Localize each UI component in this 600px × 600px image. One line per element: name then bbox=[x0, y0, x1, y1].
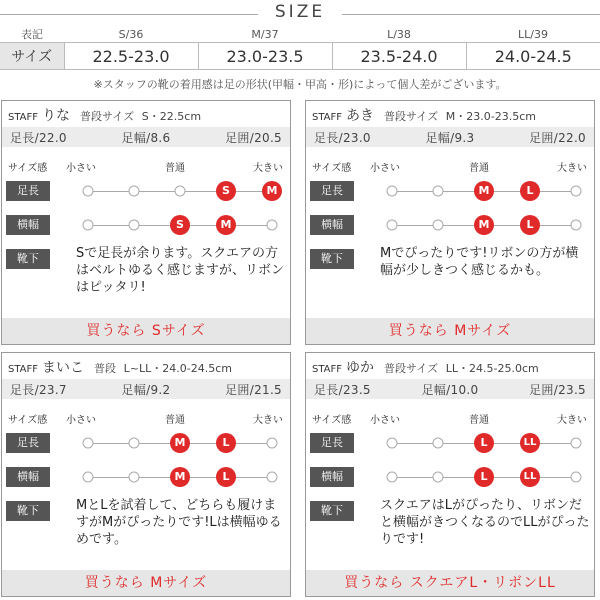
length-fit-scale bbox=[392, 433, 576, 453]
foot-girth: 足囲/21.5 bbox=[225, 382, 282, 397]
size-table bbox=[0, 26, 600, 70]
usual-size-value: L~LL・24.0-24.5cm bbox=[123, 362, 232, 375]
scale-small-label: 小さい bbox=[66, 163, 96, 174]
staff-comment: MとLを試着して、どちらも履けますがMがぴったりです!Lは横幅ゆるめです。 bbox=[76, 498, 282, 547]
size-fit-marker: L bbox=[216, 467, 236, 487]
foot-width: 足幅/8.6 bbox=[121, 130, 171, 145]
size-fit-marker: LL bbox=[520, 467, 540, 487]
staff-card bbox=[305, 100, 595, 345]
scale-dot bbox=[267, 472, 278, 483]
scale-large-label: 大きい bbox=[253, 163, 283, 174]
scale-dot bbox=[83, 472, 94, 483]
scale-dot bbox=[387, 220, 398, 231]
foot-girth: 足囲/20.5 bbox=[225, 130, 282, 145]
staff-header bbox=[8, 357, 284, 379]
recommendation: 買うなら Sサイズ bbox=[2, 318, 290, 344]
size-table-header-label: 表記 bbox=[21, 28, 43, 41]
scale-dot bbox=[571, 438, 582, 449]
staff-header bbox=[312, 357, 588, 379]
foot-girth: 足囲/23.5 bbox=[529, 382, 586, 397]
size-header: M/37 bbox=[251, 27, 279, 41]
size-value: 22.5-23.0 bbox=[64, 43, 198, 70]
scale-dot bbox=[129, 186, 140, 197]
size-fit-marker: M bbox=[474, 215, 494, 235]
socks-row-label: 靴下 bbox=[310, 501, 354, 521]
foot-measurements bbox=[2, 127, 290, 147]
size-value: 23.5-24.0 bbox=[332, 43, 466, 70]
scale-small-label: 小さい bbox=[370, 163, 400, 174]
socks-row-label: 靴下 bbox=[310, 249, 354, 269]
staff-name: ゆか bbox=[346, 360, 375, 376]
length-row-label: 足長 bbox=[6, 181, 50, 201]
scale-dot bbox=[387, 186, 398, 197]
staff-card bbox=[305, 352, 595, 597]
size-fit-marker: S bbox=[170, 215, 190, 235]
size-table-header-row bbox=[0, 26, 600, 43]
foot-length: 足長/22.0 bbox=[10, 130, 67, 145]
socks-row-label: 靴下 bbox=[6, 249, 50, 269]
size-fit-marker: M bbox=[474, 181, 494, 201]
socks-row-label: 靴下 bbox=[6, 501, 50, 521]
width-row-label: 横幅 bbox=[6, 467, 50, 487]
scale-dot bbox=[83, 186, 94, 197]
size-fit-marker: L bbox=[216, 433, 236, 453]
size-fit-marker: M bbox=[170, 467, 190, 487]
recommendation: 買うなら Mサイズ bbox=[306, 318, 594, 344]
recommendation: 買うなら Mサイズ bbox=[2, 570, 290, 596]
foot-measurements bbox=[2, 379, 290, 399]
staff-comment: Mでぴったりです!リボンの方が横幅が少しきつく感じるかも。 bbox=[380, 246, 579, 278]
staff-card bbox=[1, 100, 291, 345]
size-header: LL/39 bbox=[518, 27, 548, 41]
length-fit-scale bbox=[88, 181, 278, 201]
size-fit-marker: LL bbox=[520, 433, 540, 453]
staff-name: りな bbox=[42, 108, 71, 124]
staff-name: まいこ bbox=[42, 360, 85, 376]
size-table-value-row bbox=[0, 43, 600, 70]
fit-section-label: サイズ感 bbox=[8, 163, 48, 174]
scale-dot bbox=[267, 220, 278, 231]
fit-section-label: サイズ感 bbox=[8, 415, 48, 426]
staff-comment: スクエアはLがぴったり、リボンだと横幅がきつくなるのでLLがぴったりです! bbox=[380, 498, 590, 547]
scale-dot bbox=[267, 438, 278, 449]
usual-size-value: M・23.0-23.5cm bbox=[445, 110, 537, 123]
width-fit-scale bbox=[392, 215, 576, 235]
scale-dot bbox=[433, 186, 444, 197]
fit-section-label: サイズ感 bbox=[312, 163, 352, 174]
foot-width: 足幅/10.0 bbox=[421, 382, 479, 397]
size-fit-marker: M bbox=[170, 433, 190, 453]
scale-normal-label: 普通 bbox=[469, 415, 489, 426]
width-fit-scale bbox=[88, 467, 272, 487]
staff-header bbox=[312, 105, 588, 127]
scale-dot bbox=[433, 472, 444, 483]
scale-dot bbox=[129, 438, 140, 449]
scale-dot bbox=[129, 472, 140, 483]
width-fit-scale bbox=[88, 215, 272, 235]
staff-header bbox=[8, 105, 284, 127]
scale-dot bbox=[433, 220, 444, 231]
scale-large-label: 大きい bbox=[253, 415, 283, 426]
size-fit-marker: L bbox=[474, 467, 494, 487]
fit-note: ※スタッフの靴の着用感は足の形状(甲幅・甲高・形)によって個人差がございます。 bbox=[93, 78, 507, 91]
scale-large-label: 大きい bbox=[557, 163, 587, 174]
scale-dot bbox=[387, 438, 398, 449]
size-fit-marker: L bbox=[474, 433, 494, 453]
foot-length: 足長/23.5 bbox=[314, 382, 371, 397]
staff-prefix: STAFF bbox=[8, 364, 39, 375]
foot-measurements bbox=[306, 379, 594, 399]
scale-dot bbox=[387, 472, 398, 483]
length-row-label: 足長 bbox=[310, 433, 354, 453]
size-fit-marker: M bbox=[216, 215, 236, 235]
width-row-label: 横幅 bbox=[310, 467, 354, 487]
recommendation: 買うなら スクエアL・リボンLL bbox=[306, 570, 594, 596]
size-fit-marker: S bbox=[216, 181, 236, 201]
staff-card bbox=[1, 352, 291, 597]
foot-measurements bbox=[306, 127, 594, 147]
scale-dot bbox=[571, 472, 582, 483]
size-header: S/36 bbox=[118, 27, 144, 41]
size-value: 24.0-24.5 bbox=[466, 43, 600, 70]
width-fit-scale bbox=[392, 467, 576, 487]
scale-dot bbox=[433, 438, 444, 449]
size-value: 23.0-23.5 bbox=[198, 43, 332, 70]
width-row-label: 横幅 bbox=[6, 215, 50, 235]
length-row-label: 足長 bbox=[6, 433, 50, 453]
usual-size-label: 普段サイズ bbox=[80, 110, 135, 123]
scale-small-label: 小さい bbox=[370, 415, 400, 426]
scale-dot bbox=[571, 220, 582, 231]
foot-length: 足長/23.0 bbox=[314, 130, 371, 145]
scale-dot bbox=[129, 220, 140, 231]
usual-size-label: 普段 bbox=[94, 362, 117, 375]
foot-width: 足幅/9.2 bbox=[121, 382, 171, 397]
scale-normal-label: 普通 bbox=[165, 163, 185, 174]
scale-dot bbox=[83, 220, 94, 231]
staff-comment: Sで足長が余ります。スクエアの方はベルトゆるく感じますが、リボンはピッタリ! bbox=[76, 246, 285, 295]
staff-prefix: STAFF bbox=[8, 112, 39, 123]
usual-size-value: LL・24.5-25.0cm bbox=[445, 362, 539, 375]
width-row-label: 横幅 bbox=[310, 215, 354, 235]
size-fit-marker: M bbox=[262, 181, 282, 201]
scale-normal-label: 普通 bbox=[165, 415, 185, 426]
length-row-label: 足長 bbox=[310, 181, 354, 201]
usual-size-label: 普段サイズ bbox=[384, 362, 439, 375]
scale-dot bbox=[571, 186, 582, 197]
size-header: L/38 bbox=[387, 27, 411, 41]
scale-dot bbox=[175, 186, 186, 197]
scale-dot bbox=[83, 438, 94, 449]
staff-prefix: STAFF bbox=[312, 364, 343, 375]
foot-girth: 足囲/22.0 bbox=[529, 130, 586, 145]
fit-section-label: サイズ感 bbox=[312, 415, 352, 426]
foot-length: 足長/23.7 bbox=[10, 382, 67, 397]
staff-name: あき bbox=[346, 108, 375, 124]
length-fit-scale bbox=[88, 433, 272, 453]
length-fit-scale bbox=[392, 181, 576, 201]
size-table-row-label: サイズ bbox=[0, 43, 64, 70]
scale-large-label: 大きい bbox=[557, 415, 587, 426]
usual-size-value: S・22.5cm bbox=[141, 110, 202, 123]
size-fit-marker: L bbox=[520, 181, 540, 201]
scale-normal-label: 普通 bbox=[469, 163, 489, 174]
staff-prefix: STAFF bbox=[312, 112, 343, 123]
page-title: SIZE bbox=[274, 2, 326, 22]
usual-size-label: 普段サイズ bbox=[384, 110, 439, 123]
size-fit-marker: L bbox=[520, 215, 540, 235]
foot-width: 足幅/9.3 bbox=[425, 130, 475, 145]
scale-small-label: 小さい bbox=[66, 415, 96, 426]
